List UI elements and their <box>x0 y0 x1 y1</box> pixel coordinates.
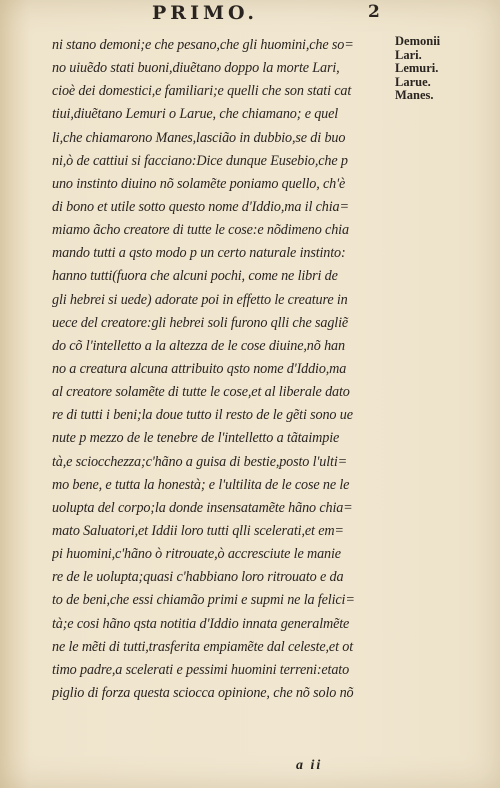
text-line: ni stano demoni;e che pesano,che gli huomini,che so= <box>52 37 354 53</box>
margin-note: Lemuri. <box>395 61 439 75</box>
text-line: nute p mezzo de le tenebre de l'intelletto a tãtaimpie <box>52 430 340 447</box>
margin-note: Manes. <box>395 88 434 102</box>
text-line: pi huomini,c'hãno ò ritrouate,ò accresciute le manie <box>52 546 341 563</box>
text-line: tà;e cosi hãno qsta notitia d'Iddio innata generalmẽte <box>52 615 350 632</box>
page-number: 2 <box>368 2 380 22</box>
text-line: gli hebrei si uede) adorate poi in effetto le creature in <box>52 291 348 308</box>
text-line: mando tutti a qsto modo p un certo naturale instinto: <box>52 245 346 262</box>
text-line: di bono et utile sotto questo nome d'Iddio,ma il chia= <box>52 198 349 215</box>
text-line: piglio di forza questa sciocca opinione, che nõ solo nõ <box>52 684 354 701</box>
text-line: uno instinto diuino nõ solamẽte poniamo quello, ch'è <box>52 175 346 192</box>
running-head-title: PRIMO. <box>152 2 259 24</box>
text-line: to de beni,che essi chiamão primi e supmi ne la felici= <box>52 592 355 609</box>
text-line: ni,ò de cattiui si facciano:Dice dunque Eusebio,che p <box>52 152 348 169</box>
margin-note: Lari. <box>395 47 422 62</box>
margin-note: Demonii <box>395 34 441 48</box>
text-line: al creatore solamẽte di tutte le cose,et al liberale dato <box>52 384 350 401</box>
text-line: re di tutti i beni;la doue tutto il resto de le gẽti sono ue <box>52 407 353 424</box>
text-line: miamo ãcho creatore di tutte le cose:e nõdimeno chia <box>52 222 349 239</box>
text-line: mato Saluatori,et Iddii loro tutti qlli scelerati,et em= <box>52 522 344 539</box>
running-head <box>0 2 500 24</box>
text-line: tiui,diuẽtano Lemuri o Larue, che chiamano; e quel <box>52 106 339 123</box>
margin-notes <box>395 35 495 103</box>
text-line: timo padre,a scelerati e pessimi huomini terreni:etato <box>52 661 350 678</box>
text-line: uece del creatore:gli hebrei soli furono qlli che sagliẽ <box>52 314 349 331</box>
text-line: li,che chiamarono Manes,lascião in dubbio,se di buo <box>52 129 346 146</box>
text-line: cioè dei domestici,e familiari;e quelli che son stati cat <box>52 83 352 100</box>
text-line: uolupta del corpo;la donde insensatamẽte hãno chia= <box>52 499 353 516</box>
text-line: mo bene, e tutta la honestà; e l'ultilita de le cose ne le <box>52 476 350 493</box>
body-text <box>52 34 392 705</box>
text-line: no a creatura alcuna attribuito qsto nome d'Iddio,ma <box>52 360 347 377</box>
text-line: no uiuẽdo stati buoni,diuẽtano doppo la morte Lari, <box>52 60 340 77</box>
text-line: hanno tutti(fuora che alcuni pochi, come ne libri de <box>52 268 338 285</box>
text-line: re de le uolupta;quasi c'habbiano loro ritrouato e da <box>52 569 344 586</box>
signature-mark: a ii <box>296 758 323 773</box>
text-line: ne le mẽti di tutti,trasferita empiamẽte dal celeste,et ot <box>52 638 353 655</box>
margin-note: Larue. <box>395 74 431 89</box>
text-line: tà,e sciocchezza;c'hãno a guisa di bestie,posto l'ulti= <box>52 453 348 470</box>
text-line: do cõ l'intelletto a la altezza de le cose diuine,nõ han <box>52 337 345 354</box>
